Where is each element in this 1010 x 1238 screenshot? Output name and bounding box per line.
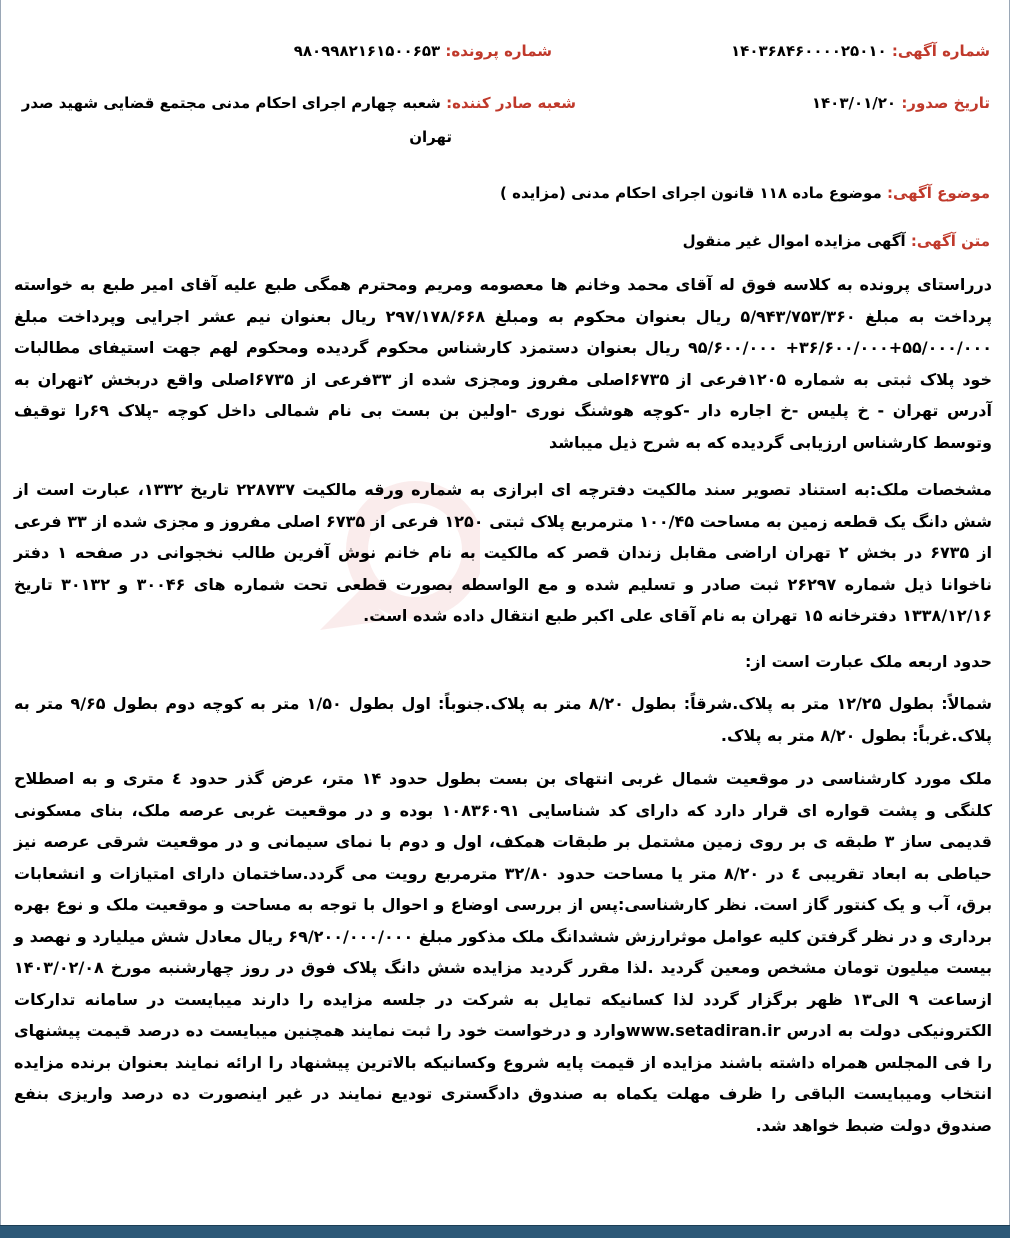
issuing-branch-row bbox=[22, 90, 576, 116]
boundaries-heading: حدود اربعه ملک عبارت است از: bbox=[744, 652, 992, 671]
notice-number-row bbox=[731, 38, 990, 64]
issue-date-row bbox=[812, 90, 990, 116]
issuing-branch-line2: تهران bbox=[409, 128, 452, 146]
body-paragraph-intro: درراستای پرونده به کلاسه فوق له آقای محمد وخانم ها معصومه ومریم ومحترم همگی طبع علیه آقای امیر طبع به خواسته پرداخت به مبلغ ۵/۹۴۳/۷۵۳/۳۶۰ ریال بعنوان محکوم به ومبلغ ۲۹۷/۱۷۸/۶۶۸ ریال بعنوان نیم عشر اجرایی وپرداخت مبلغ ۵۵/۰۰۰/۰۰۰+۳۶/۶۰۰/۰۰۰+ ۹۵/۶۰۰/۰۰۰ ریال بعنوان دستمزد کارشناس محکوم گردیده ومحکوم لهم جهت استیفای مطالبات خود پلاک ثبتی به شماره ۱۲۰۵فرعی از ۶۷۳۵اصلی مفروز ومجزی شده از ۳۳فرعی از ۶۷۳۵اصلی واقع دربخش ۲تهران به آدرس تهران - خ پلیس -خ اجاره دار -کوچه هوشنگ نوری -اولین بن بست بی نام شمالی داخل کوچه -پلاک ۶۹را توقیف وتوسط کارشناس ارزیابی گردیده که به شرح ذیل میباشد bbox=[14, 275, 993, 452]
file-number-label: شماره پرونده: bbox=[445, 42, 552, 60]
issue-date-label: تاریخ صدور: bbox=[901, 94, 990, 112]
file-number-row bbox=[294, 38, 552, 64]
body-paragraph-expert-opinion: ملک مورد کارشناسی در موقعیت شمال غربی انتهای بن بست بطول حدود ۱۴ متر، عرض گذر حدود ٤ متری و به اصطلاح کلنگی و پشت قواره ای قرار دارد که دارای کد شناسایی ۱۰۸۳۶۰۹۱ بوده و در موقعیت غربی عرصه ملک، بنای مسکونی قدیمی ساز ۳ طبقه ی بر روی زمین مشتمل بر طبقات همکف، اول و دوم با نمای سیمانی و در موقعیت شرقی عرصه نیز حیاطی به ابعاد تقریبی ٤ در ۸/۲۰ متر یا مساحت حدود ۳۲/۸۰ مترمربع رویت می گردد.ساختمان دارای امتیازات و انشعابات برق، آب و یک کنتور گاز است. نظر کارشناسی:پس از بررسی اوضاع و احوال با توجه به مساحت و موقعیت ملک و نوع بهره برداری و در نظر گرفتن کلیه عوامل موثرارزش ششدانگ ملک مذکور مبلغ ۶۹/۲۰۰/۰۰۰/۰۰۰ ریال معادل شش میلیارد و نهصد و بیست میلیون تومان مشخص ومعین گردید .لذا مقرر گردید مزایده شش دانگ پلاک فوق در روز چهارشنبه مورخ ۱۴۰۳/۰۲/۰۸ ازساعت ۹ الی۱۳ ظهر برگزار گردد لذا کسانیکه تمایل به شرکت در جلسه مزایده را دارند میبایست در سامانه تدارکات الکترونیکی دولت به ادرس www.setadiran.irوارد و درخواست خود را ثبت نمایند همچنین میبایست ده درصد قیمت پیشنهای را فی المجلس همراه داشته باشند مزایده از قیمت پایه شروع وکسانیکه بالاترین پیشنهاد را ارائه نمایند بعنوان برنده مزایده انتخاب ومیبایست الباقی را ظرف مهلت یکماه به صندوق دادگستری تودیع نمایند در غیر اینصورت ده درصد واریزی بنفع صندوق دولت ضبط خواهد شد. bbox=[14, 769, 993, 1135]
window-bottom-bar bbox=[0, 1225, 1010, 1238]
file-number-value: ۹۸۰۹۹۸۲۱۶۱۵۰۰۶۵۳ bbox=[293, 42, 441, 60]
notice-text-value: آگهی مزایده اموال غیر منقول bbox=[682, 232, 906, 250]
body-paragraph-boundaries: شمالاً: بطول ۱۲/۲۵ متر به پلاک.شرقاً: بطول ۸/۲۰ متر به پلاک.جنوباً: اول بطول ۱/۵۰ متر به کوچه دوم بطول ۹/۶۵ متر به پلاک.غرباً: بطول ۸/۲۰ متر به پلاک. bbox=[14, 694, 993, 745]
subject-value: موضوع ماده ۱۱۸ قانون اجرای احکام مدنی (مزایده ) bbox=[500, 184, 882, 202]
subject-label: موضوع آگهی: bbox=[886, 184, 990, 202]
issuing-branch-value: شعبه چهارم اجرای احکام مدنی مجتمع قضایی شهید صدر bbox=[21, 94, 441, 112]
subject-row bbox=[500, 180, 990, 206]
body-paragraph-property-specs: مشخصات ملک:به استناد تصویر سند مالکیت دفترچه ای ابرازی به شماره ورقه مالکیت ۲۲۸۷۳۷ تاریخ ۱۳۳۲، عبارت است از شش دانگ یک قطعه زمین به مساحت ۱۰۰/۴۵ مترمربع پلاک ثبتی ۱۲۵۰ فرعی از ۶۷۳۵ اصلی مفروز و مجزی شده از ۳۳ فرعی از ۶۷۳۵ در بخش ۲ تهران اراضی مقابل زندان قصر که مالکیت به نام خانم نوش آفرین طالب نخجوانی در صفحه ۱ دفتر ناخوانا ذیل شماره ۲۶۲۹۷ ثبت صادر و تسلیم شده و مع الواسطه بصورت قطعی تحت شماره های ۳۰۰۴۶ و ۳۰۱۳۲ تاریخ ۱۳۳۸/۱۲/۱۶ دفترخانه ۱۵ تهران به نام آقای علی اکبر طبع انتقال داده شده است. bbox=[14, 480, 993, 625]
notice-number-label: شماره آگهی: bbox=[891, 42, 990, 60]
notice-text-row bbox=[683, 228, 990, 254]
notice-text-label: متن آگهی: bbox=[910, 232, 990, 250]
notice-number-value: ۱۴۰۳۶۸۴۶۰۰۰۰۲۵۰۱۰ bbox=[731, 42, 887, 60]
issue-date-value: ۱۴۰۳/۰۱/۲۰ bbox=[811, 94, 897, 112]
issuing-branch-label: شعبه صادر کننده: bbox=[446, 94, 576, 112]
